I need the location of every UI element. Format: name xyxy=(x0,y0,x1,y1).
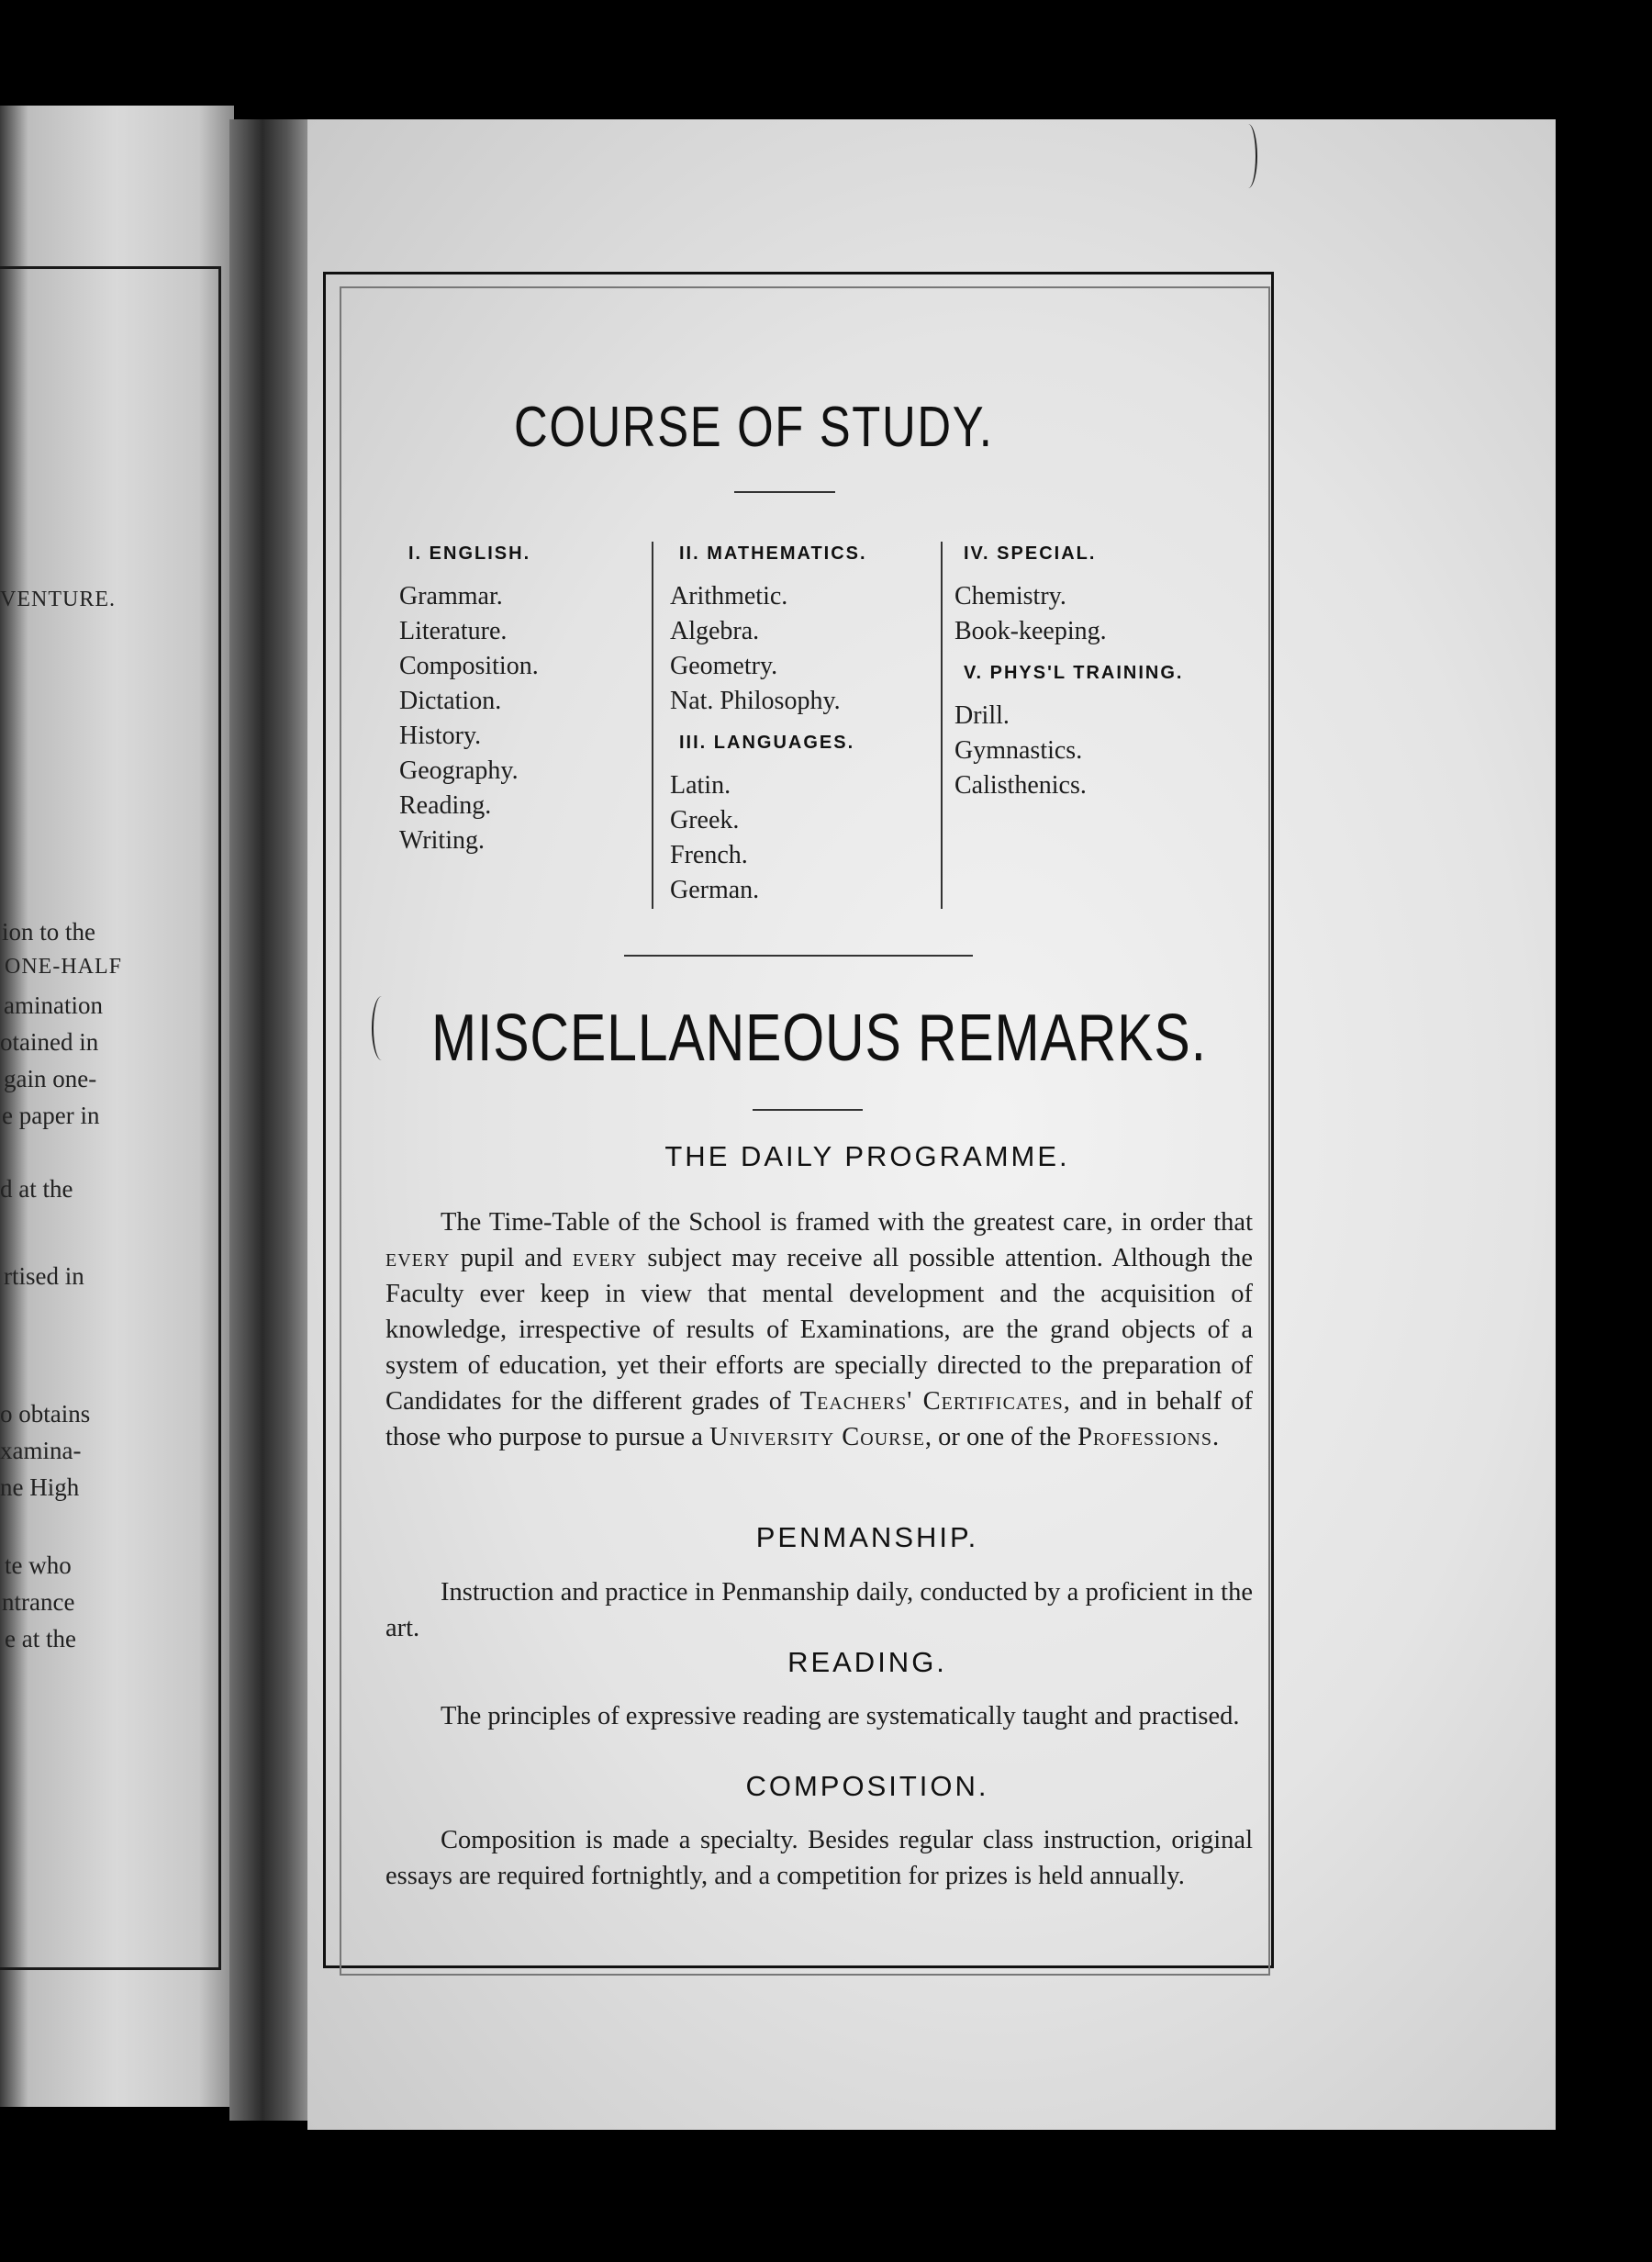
left-page-line: e at the xyxy=(5,1625,76,1652)
remarks-paragraph xyxy=(385,1574,1253,1646)
miscellaneous-remarks-title: MISCELLANEOUS REMARKS. xyxy=(431,1002,1207,1075)
course-subject: Book-keeping. xyxy=(954,617,1107,645)
course-subject: History. xyxy=(399,722,482,750)
course-subject: Geometry. xyxy=(670,652,778,680)
text-run: The principles of expressive reading are systematically taught and practised. xyxy=(441,1702,1240,1730)
small-caps-phrase: Teachers' Certificates xyxy=(799,1387,1064,1416)
course-subject: Reading. xyxy=(399,791,492,820)
left-page-line: o obtains xyxy=(0,1400,91,1428)
book-gutter xyxy=(229,119,312,2121)
course-subject: Latin. xyxy=(670,771,731,800)
film-scratch xyxy=(372,996,392,1060)
course-subject: Gymnastics. xyxy=(954,736,1083,765)
left-page-line: rtised in xyxy=(4,1262,84,1290)
text-run: Instruction and practice in Penmanship daily, conducted by a proficient in the art. xyxy=(385,1578,1253,1642)
small-caps-phrase: every xyxy=(572,1244,638,1272)
left-page-line: amination xyxy=(4,991,103,1019)
remarks-paragraph xyxy=(385,1822,1253,1894)
title-ornament-rule xyxy=(734,491,835,493)
course-subject: Grammar. xyxy=(399,582,503,610)
course-subject: Composition. xyxy=(399,652,539,680)
course-subject: Dictation. xyxy=(399,687,502,715)
film-scratch xyxy=(1239,124,1257,188)
left-page-line: ntrance xyxy=(2,1588,75,1616)
text-run: pupil and xyxy=(450,1244,573,1272)
left-page-line: d at the xyxy=(0,1175,73,1203)
course-subject: Literature. xyxy=(399,617,508,645)
course-group-heading: V. PHYS'L TRAINING. xyxy=(964,663,1184,683)
small-caps-phrase: University Course xyxy=(709,1423,925,1451)
course-subject: French. xyxy=(670,841,748,869)
text-run: The Time-Table of the School is framed with the greatest care, in order that xyxy=(441,1208,1253,1237)
left-page-line: te who xyxy=(5,1551,72,1579)
remarks-ornament-rule xyxy=(753,1109,863,1111)
course-subject: German. xyxy=(670,876,760,904)
column-divider-2 xyxy=(941,542,943,909)
text-run: . xyxy=(1211,1423,1220,1451)
course-group-heading: IV. SPECIAL. xyxy=(964,543,1097,564)
left-page-line: ne High xyxy=(0,1473,80,1501)
remarks-paragraph xyxy=(385,1204,1253,1455)
text-run: subject may receive all possible attention. Although the Faculty ever keep in view that mental development and the acquisition of knowledge, irrespective of results of Examinations, are the grand objects of a system of education, yet their efforts are specially directed to the preparation of Candidates for the different grades of xyxy=(385,1244,1253,1416)
course-subject: Writing. xyxy=(399,826,485,855)
remarks-section-heading: THE DAILY PROGRAMME. xyxy=(664,1140,1070,1172)
course-subject: Geography. xyxy=(399,756,519,785)
small-caps-phrase: Professions xyxy=(1077,1423,1212,1451)
text-run: , or one of the xyxy=(924,1423,1078,1451)
remarks-section-heading: COMPOSITION. xyxy=(745,1770,989,1802)
column-divider-1 xyxy=(652,542,653,909)
left-page-line: ion to the xyxy=(2,918,95,946)
section-divider-rule xyxy=(624,955,973,957)
course-subject: Algebra. xyxy=(670,617,760,645)
course-subject: Drill. xyxy=(954,701,1010,730)
left-page-line: e paper in xyxy=(2,1102,100,1129)
small-caps-phrase: every xyxy=(385,1244,451,1272)
course-group-heading: III. LANGUAGES. xyxy=(679,733,855,753)
left-page-line: gain one- xyxy=(4,1065,97,1092)
left-page-line: xamina- xyxy=(0,1437,82,1464)
text-run: Composition is made a specialty. Besides regular class instruction, original essays are required fortnightly, and a competition for prizes is held annually. xyxy=(385,1826,1253,1890)
left-page-line: otained in xyxy=(0,1028,99,1056)
course-subject: Calisthenics. xyxy=(954,771,1087,800)
course-group-heading: II. MATHEMATICS. xyxy=(679,543,867,564)
course-subject: Arithmetic. xyxy=(670,582,788,610)
remarks-section-heading: READING. xyxy=(787,1646,947,1678)
left-page-line: VENTURE. xyxy=(0,588,116,611)
course-subject: Greek. xyxy=(670,806,740,834)
course-of-study-title: COURSE OF STUDY. xyxy=(514,396,994,459)
text-run: , and in behalf of those who purpose to pursue a xyxy=(385,1387,1253,1451)
remarks-section-heading: PENMANSHIP. xyxy=(755,1521,979,1553)
course-subject: Nat. Philosophy. xyxy=(670,687,841,715)
course-subject: Chemistry. xyxy=(954,582,1066,610)
remarks-paragraph xyxy=(385,1698,1253,1734)
course-group-heading: I. ENGLISH. xyxy=(408,543,531,564)
left-page-line: ONE-HALF xyxy=(5,955,122,979)
